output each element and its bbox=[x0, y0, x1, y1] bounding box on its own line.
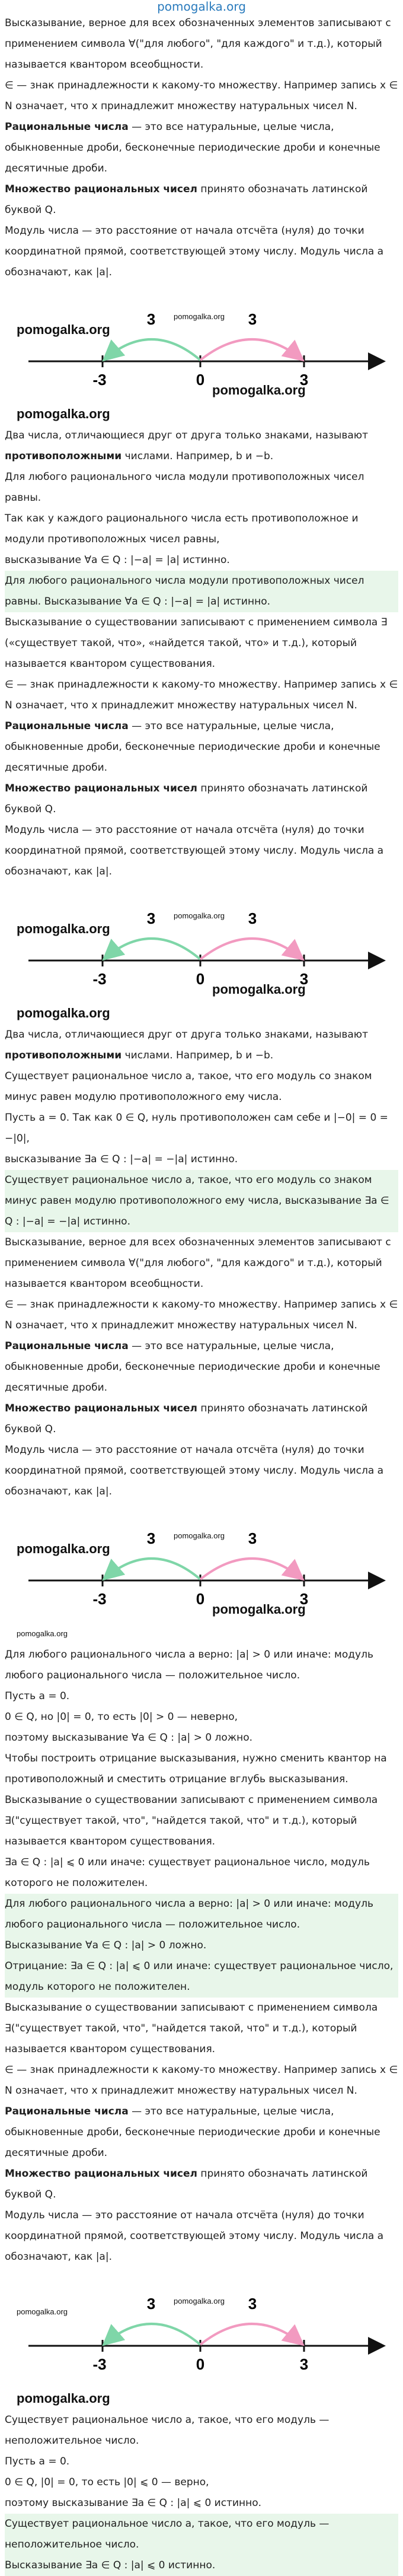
arc-left bbox=[104, 339, 200, 360]
arc-right bbox=[200, 339, 303, 360]
set-definition: Множество рациональных чисел принято обозначать латинской буквой Q. bbox=[5, 1403, 368, 1435]
watermark: pomogalka.org bbox=[17, 921, 110, 936]
sec1-line3: высказывание ∀a ∈ Q : |−a| = |a| истинно. bbox=[5, 554, 230, 566]
dist-left: 3 bbox=[146, 909, 156, 927]
number-line-diagram bbox=[5, 283, 398, 425]
label-zero: 0 bbox=[196, 1590, 205, 1608]
label-right: 3 bbox=[299, 2355, 309, 2373]
watermark: pomogalka.org bbox=[17, 406, 110, 421]
sec3-line6: ∃a ∈ Q : |a| ⩽ 0 или иначе: существует рациональное число, модуль которого не положителен. bbox=[5, 1856, 370, 1889]
sec3-line2: Пусть a = 0. bbox=[5, 1690, 70, 1702]
arc-left bbox=[104, 939, 200, 959]
sec4-line3: 0 ∈ Q, |0| = 0, то есть |0| ⩽ 0 — верно, bbox=[5, 2476, 209, 2488]
sec2-line1: Существует рациональное число a, такое, что его модуль со знаком минус равен модулю противоположного ему числа. bbox=[5, 1070, 372, 1103]
set-definition: Множество рациональных чисел принято обозначать латинской буквой Q. bbox=[5, 183, 368, 216]
dist-right: 3 bbox=[248, 2295, 257, 2313]
sec4-answer-1: Существует рациональное число a, такое, что его модуль — неположительное число. bbox=[5, 2518, 330, 2550]
sec3-answer-3: Отрицание: ∃a ∈ Q : |a| ⩽ 0 или иначе: существует рациональное число, модуль которого не положителен. bbox=[5, 1960, 394, 1993]
dist-right: 3 bbox=[248, 909, 257, 927]
label-right: 3 bbox=[299, 970, 309, 988]
sec3-answer-1: Для любого рационального числа a верно: |a| > 0 или иначе: модуль любого рационального числа — положительное число. bbox=[5, 1898, 373, 1931]
label-zero: 0 bbox=[196, 2355, 205, 2373]
quantifier-intro: Высказывание, верное для всех обозначенных элементов записывают с применением символа ∀("для любого", "для каждого" и т.д.), который называется квантором всеобщности. bbox=[5, 1236, 391, 1290]
modulus-definition: Модуль числа — это расстояние от начала отсчёта (нуля) до точки координатной прямой, соответствующей этому числу. Модуль числа a обозначают, как |a|. bbox=[5, 824, 384, 877]
label-left: -3 bbox=[92, 2355, 107, 2373]
watermark: pomogalka.org bbox=[174, 312, 225, 321]
watermark: pomogalka.org bbox=[17, 1629, 68, 1638]
label-left: -3 bbox=[92, 371, 107, 389]
opposite-definition: Два числа, отличающиеся друг от друга только знаками, называют противоположными числами. Например, b и −b. bbox=[5, 1029, 368, 1061]
rational-definition: Рациональные числа — это все натуральные, целые числа, обыкновенные дроби, бесконечные периодические дроби и конечные десятичные дроби. bbox=[5, 720, 380, 774]
sec4-line1: Существует рациональное число a, такое, что его модуль — неположительное число. bbox=[5, 2414, 330, 2447]
rational-definition: Рациональные числа — это все натуральные, целые числа, обыкновенные дроби, бесконечные периодические дроби и конечные десятичные дроби. bbox=[5, 1340, 380, 1394]
modulus-definition: Модуль числа — это расстояние от начала отсчёта (нуля) до точки координатной прямой, соответствующей этому числу. Модуль числа a обозначают, как |a|. bbox=[5, 2209, 384, 2263]
label-right: 3 bbox=[299, 371, 309, 389]
existential-intro: Высказывание о существовании записывают с применением символа ∃ («существует такой, что», «найдется такой, что» и т.д.), который называется квантором существования. bbox=[5, 616, 388, 670]
number-line-svg bbox=[5, 283, 398, 425]
sec4-answer-2: Высказывание ∃a ∈ Q : |a| ⩽ 0 истинно. bbox=[5, 2559, 216, 2571]
dist-right: 3 bbox=[248, 310, 257, 328]
sec4-answer bbox=[5, 2514, 398, 2576]
sec4-line2: Пусть a = 0. bbox=[5, 2456, 70, 2467]
label-right: 3 bbox=[299, 1590, 309, 1608]
watermark: pomogalka.org bbox=[212, 383, 306, 397]
dist-left: 3 bbox=[146, 2295, 156, 2313]
rational-definition: Рациональные числа — это все натуральные, целые числа, обыкновенные дроби, бесконечные периодические дроби и конечные десятичные дроби. bbox=[5, 121, 380, 174]
arc-left bbox=[104, 2324, 200, 2345]
membership-note: ∈ — знак принадлежности к какому-то множеству. Например запись x ∈ N означает, что x принадлежит множеству натуральных чисел N. bbox=[5, 1299, 398, 1331]
opposite-definition: Два числа, отличающиеся друг от друга только знаками, называют противоположными числами. Например, b и −b. bbox=[5, 430, 368, 462]
dist-left: 3 bbox=[146, 1529, 156, 1547]
modulus-definition: Модуль числа — это расстояние от начала отсчёта (нуля) до точки координатной прямой, соответствующей этому числу. Модуль числа a обозначают, как |a|. bbox=[5, 225, 384, 278]
label-left: -3 bbox=[92, 1590, 107, 1608]
watermark: pomogalka.org bbox=[17, 2391, 110, 2406]
dist-right: 3 bbox=[248, 1529, 257, 1547]
label-zero: 0 bbox=[196, 371, 205, 389]
sec3-answer bbox=[5, 1894, 398, 1998]
number-line-svg bbox=[5, 882, 398, 1025]
existential-intro: Высказывание о существовании записывают с применением символа ∃("существует такой, что", "найдется такой, что" и т.д.), который называется квантором существования. bbox=[5, 1794, 378, 1847]
watermark: pomogalka.org bbox=[17, 1006, 110, 1020]
sec3-answer-2: Высказывание ∀a ∈ Q : |a| > 0 ложно. bbox=[5, 1939, 207, 1951]
set-definition: Множество рациональных чисел принято обозначать латинской буквой Q. bbox=[5, 2168, 368, 2200]
rational-definition: Рациональные числа — это все натуральные, целые числа, обыкновенные дроби, бесконечные периодические дроби и конечные десятичные дроби. bbox=[5, 2106, 380, 2159]
membership-note: ∈ — знак принадлежности к какому-то множеству. Например запись x ∈ N означает, что x принадлежит множеству натуральных чисел N. bbox=[5, 2064, 398, 2097]
site-brand[interactable]: pomogalka.org bbox=[157, 0, 246, 14]
quantifier-intro: Высказывание, верное для всех обозначенных элементов записывают с применением символа ∀("для любого", "для каждого" и т.д.), который называется квантором всеобщности. bbox=[5, 17, 391, 71]
number-line-diagram bbox=[5, 2267, 398, 2410]
modulus-definition: Модуль числа — это расстояние от начала отсчёта (нуля) до точки координатной прямой, соответствующей этому числу. Модуль числа a обозначают, как |a|. bbox=[5, 1444, 384, 1497]
sec2-line2: Пусть a = 0. Так как 0 ∈ Q, нуль противоположен сам себе и |−0| = 0 = −|0|, bbox=[5, 1112, 388, 1144]
sec3-line3: 0 ∈ Q, но |0| = 0, то есть |0| > 0 — неверно, bbox=[5, 1711, 238, 1723]
existential-intro: Высказывание о существовании записывают с применением символа ∃("существует такой, что", "найдется такой, что" и т.д.), который называется квантором существования. bbox=[5, 2002, 378, 2055]
label-zero: 0 bbox=[196, 970, 205, 988]
number-line-diagram bbox=[5, 882, 398, 1025]
watermark: pomogalka.org bbox=[174, 1531, 225, 1540]
arc-right bbox=[200, 2324, 303, 2345]
sec2-line3: высказывание ∃a ∈ Q : |−a| = −|a| истинно. bbox=[5, 1153, 238, 1165]
label-left: -3 bbox=[92, 970, 107, 988]
watermark: pomogalka.org bbox=[17, 2307, 68, 2316]
watermark: pomogalka.org bbox=[17, 1541, 110, 1556]
sec3-line4: поэтому высказывание ∀a ∈ Q : |a| > 0 ложно. bbox=[5, 1732, 253, 1744]
sec3-line1: Для любого рационального числа a верно: |a| > 0 или иначе: модуль любого рационального числа — положительное число. bbox=[5, 1649, 373, 1681]
number-line-svg bbox=[5, 2267, 398, 2410]
watermark: pomogalka.org bbox=[17, 322, 110, 337]
arc-left bbox=[104, 1559, 200, 1579]
set-definition: Множество рациональных чисел принято обозначать латинской буквой Q. bbox=[5, 783, 368, 815]
watermark: pomogalka.org bbox=[212, 982, 306, 997]
sec1-line2: Так как у каждого рационального числа есть противоположное и модули противоположных чисел равны, bbox=[5, 513, 359, 545]
number-line-svg bbox=[5, 1502, 398, 1645]
number-line-diagram bbox=[5, 1502, 398, 1645]
watermark: pomogalka.org bbox=[174, 2297, 225, 2305]
arc-right bbox=[200, 939, 303, 959]
sec3-line5: Чтобы построить отрицание высказывания, нужно сменить квантор на противоположный и сместить отрицание вглубь высказывания. bbox=[5, 1753, 387, 1785]
arc-right bbox=[200, 1559, 303, 1579]
watermark: pomogalka.org bbox=[212, 1602, 306, 1617]
membership-note: ∈ — знак принадлежности к какому-то множеству. Например запись x ∈ N означает, что x принадлежит множеству натуральных чисел N. bbox=[5, 679, 398, 711]
sec1-line1: Для любого рационального числа модули противоположных чисел равны. bbox=[5, 471, 364, 504]
sec1-answer: Для любого рационального числа модули противоположных чисел равны. Высказывание ∀a ∈ Q : |−a| = |a| истинно. bbox=[5, 571, 398, 612]
membership-note: ∈ — знак принадлежности к какому-то множеству. Например запись x ∈ N означает, что x принадлежит множеству натуральных чисел N. bbox=[5, 79, 398, 112]
sec2-answer: Существует рациональное число a, такое, что его модуль со знаком минус равен модулю противоположного ему числа, высказывание ∃a ∈ Q : |−a| = −|a| истинно. bbox=[5, 1170, 398, 1232]
watermark: pomogalka.org bbox=[174, 911, 225, 920]
dist-left: 3 bbox=[146, 310, 156, 328]
sec4-line4: поэтому высказывание ∃a ∈ Q : |a| ⩽ 0 истинно. bbox=[5, 2497, 262, 2509]
